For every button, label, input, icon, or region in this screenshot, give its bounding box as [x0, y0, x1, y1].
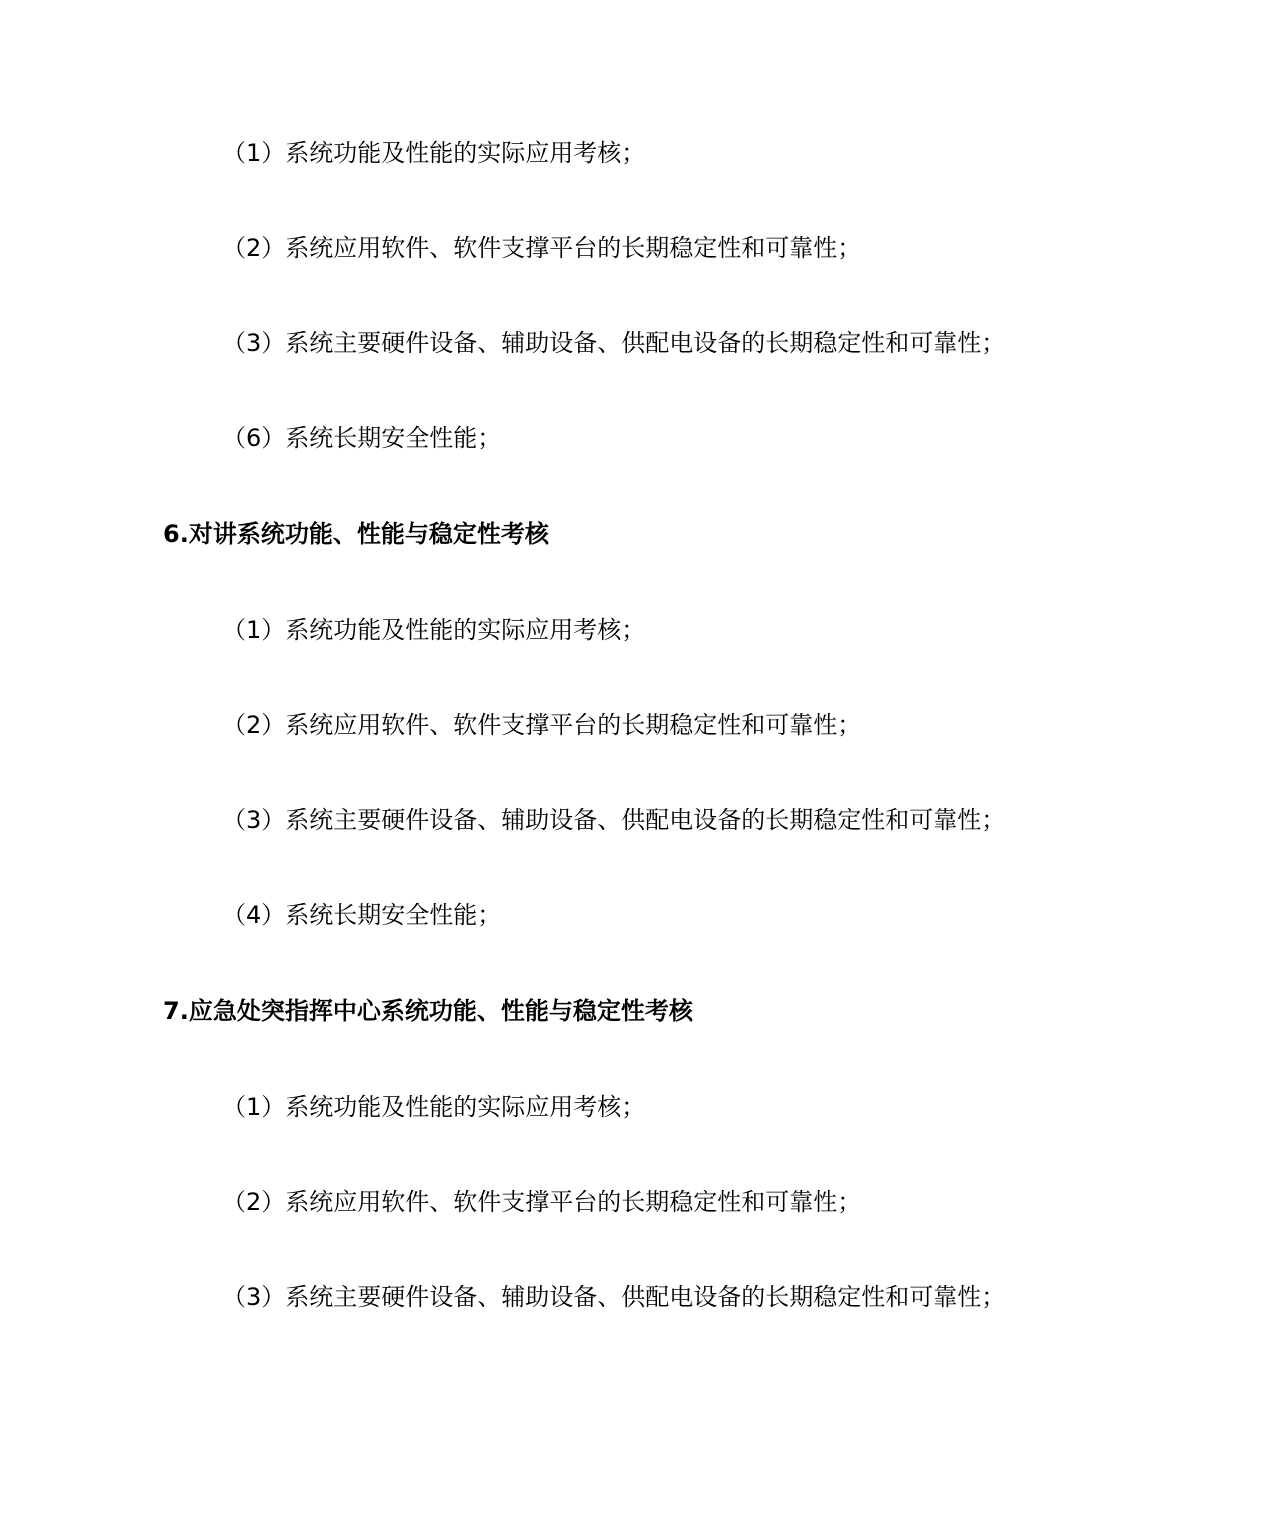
list-item: （3）系统主要硬件设备、辅助设备、供配电设备的长期稳定性和可靠性； [222, 806, 1006, 834]
list-item: （4）系统长期安全性能； [222, 901, 502, 929]
section-heading: 7.应急处突指挥中心系统功能、性能与稳定性考核 [163, 997, 693, 1025]
list-item: （3）系统主要硬件设备、辅助设备、供配电设备的长期稳定性和可靠性； [222, 1283, 1006, 1311]
list-item: （2）系统应用软件、软件支撑平台的长期稳定性和可靠性； [222, 711, 862, 739]
section-heading: 6.对讲系统功能、性能与稳定性考核 [163, 520, 549, 548]
list-item: （1）系统功能及性能的实际应用考核； [222, 1093, 646, 1121]
list-item: （2）系统应用软件、软件支撑平台的长期稳定性和可靠性； [222, 1188, 862, 1216]
list-item: （1）系统功能及性能的实际应用考核； [222, 139, 646, 167]
list-item: （2）系统应用软件、软件支撑平台的长期稳定性和可靠性； [222, 234, 862, 262]
list-item: （6）系统长期安全性能； [222, 424, 502, 452]
list-item: （3）系统主要硬件设备、辅助设备、供配电设备的长期稳定性和可靠性； [222, 329, 1006, 357]
list-item: （1）系统功能及性能的实际应用考核； [222, 616, 646, 644]
